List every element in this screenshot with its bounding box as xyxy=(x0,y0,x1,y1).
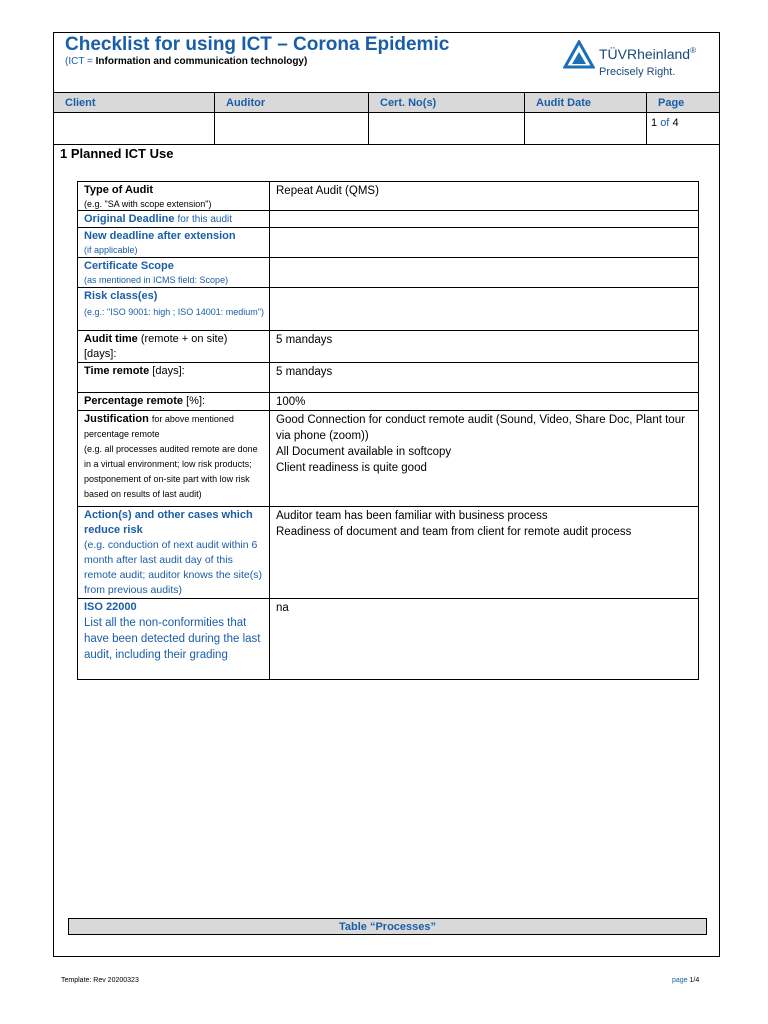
processes-table-header: Table “Processes” xyxy=(68,918,707,935)
actions-label: Action(s) and other cases which reduce risk xyxy=(84,509,253,536)
header-audit-date: Audit Date xyxy=(525,93,647,113)
risk-class-value[interactable] xyxy=(270,288,699,331)
header-page: Page xyxy=(647,93,720,113)
actions-line: Auditor team has been familiar with business process xyxy=(276,510,548,522)
footer-page-num: 1/4 xyxy=(689,977,700,984)
actions-line: Readiness of document and team from client for remote audit process xyxy=(276,526,632,538)
logo-name xyxy=(599,46,696,62)
pct-remote-label-cell xyxy=(78,393,270,411)
page-current: 1 xyxy=(651,117,658,129)
page-total: 4 xyxy=(672,117,679,129)
logo-registered-mark: ® xyxy=(690,46,696,55)
audit-time-value[interactable]: 5 mandays xyxy=(270,331,699,363)
section-title: 1 Planned ICT Use xyxy=(60,146,174,161)
new-deadline-note: (if applicable) xyxy=(84,245,138,255)
header-client: Client xyxy=(54,93,215,113)
original-deadline-note: for this audit xyxy=(177,214,233,225)
audit-time-unit: [days]: xyxy=(84,348,117,360)
risk-class-label-cell xyxy=(78,288,270,331)
type-audit-note: (e.g. "SA with scope extension") xyxy=(84,199,212,209)
justification-line: Good Connection for conduct remote audit (Sound, Video, Share Doc, Plant tour via phone (zoom)) xyxy=(276,414,685,442)
logo-name-text: TÜVRheinland xyxy=(599,46,691,62)
subtitle-prefix: (ICT = xyxy=(65,56,96,67)
original-deadline-label-cell xyxy=(78,211,270,228)
page-of: of xyxy=(660,117,670,129)
page-value xyxy=(647,113,720,145)
footer-page-word: page xyxy=(672,977,688,984)
tuv-triangle-icon xyxy=(563,40,595,70)
time-remote-label: Time remote xyxy=(84,365,150,377)
pct-remote-label: Percentage remote xyxy=(84,395,184,407)
cert-scope-label: Certificate Scope xyxy=(84,260,174,272)
footer-page-number xyxy=(672,977,699,984)
justification-label-cell xyxy=(78,411,270,507)
cert-scope-label-cell xyxy=(78,258,270,288)
audit-date-value[interactable] xyxy=(525,113,647,145)
justification-note: for above mentioned percentage remote xyxy=(84,414,234,439)
iso22000-label: ISO 22000 xyxy=(84,601,137,613)
justification-example: (e.g. all processes audited remote are done in a virtual environment; low risk products; postponement of on-site part with low risk based on results of last audit) xyxy=(84,444,258,499)
time-remote-note: [days]: xyxy=(152,365,185,377)
cert-scope-note: (as mentioned in ICMS field: Scope) xyxy=(84,275,229,285)
type-audit-value[interactable]: Repeat Audit (QMS) xyxy=(270,182,699,211)
new-deadline-label-cell xyxy=(78,228,270,258)
new-deadline-label: New deadline after extension xyxy=(84,230,236,242)
new-deadline-value[interactable] xyxy=(270,228,699,258)
document-subtitle xyxy=(65,56,307,67)
audit-info-table xyxy=(53,92,720,145)
time-remote-value[interactable]: 5 mandays xyxy=(270,363,699,393)
header-auditor: Auditor xyxy=(215,93,369,113)
client-value[interactable] xyxy=(54,113,215,145)
audit-time-note: (remote + on site) xyxy=(140,333,228,345)
risk-class-label: Risk class(es) xyxy=(84,290,158,302)
justification-line: Client readiness is quite good xyxy=(276,462,427,474)
tuv-logo xyxy=(563,40,713,82)
iso22000-label-cell xyxy=(78,599,270,680)
template-revision: Template: Rev 20200323 xyxy=(61,977,139,984)
cert-no-value[interactable] xyxy=(369,113,525,145)
justification-line: All Document available in softcopy xyxy=(276,446,452,458)
iso22000-value[interactable]: na xyxy=(270,599,699,680)
header-cert-no: Cert. No(s) xyxy=(369,93,525,113)
justification-label: Justification xyxy=(84,413,149,425)
time-remote-label-cell xyxy=(78,363,270,393)
audit-time-label: Audit time xyxy=(84,333,138,345)
planned-ict-table xyxy=(77,181,699,680)
justification-value[interactable] xyxy=(270,411,699,507)
type-audit-label: Type of Audit xyxy=(84,184,154,196)
original-deadline-value[interactable] xyxy=(270,211,699,228)
audit-time-label-cell xyxy=(78,331,270,363)
actions-label-cell xyxy=(78,507,270,599)
iso22000-note: List all the non-conformities that have been detected during the last audit, including their grading xyxy=(84,617,261,661)
actions-value[interactable] xyxy=(270,507,699,599)
document-title: Checklist for using ICT – Corona Epidemic xyxy=(65,34,450,55)
auditor-value[interactable] xyxy=(215,113,369,145)
actions-note: (e.g. conduction of next audit within 6 month after last audit day of this remote audit; auditor knows the site(s) from previous audits) xyxy=(84,539,262,596)
cert-scope-value[interactable] xyxy=(270,258,699,288)
pct-remote-value[interactable]: 100% xyxy=(270,393,699,411)
pct-remote-note: [%]: xyxy=(186,395,206,407)
subtitle-text: Information and communication technology) xyxy=(95,56,308,67)
original-deadline-label: Original Deadline xyxy=(84,213,175,225)
risk-class-note: (e.g.: "ISO 9001: high ; ISO 14001: medium") xyxy=(84,307,264,317)
type-audit-label-cell xyxy=(78,182,270,211)
logo-tagline: Precisely Right. xyxy=(599,66,676,78)
